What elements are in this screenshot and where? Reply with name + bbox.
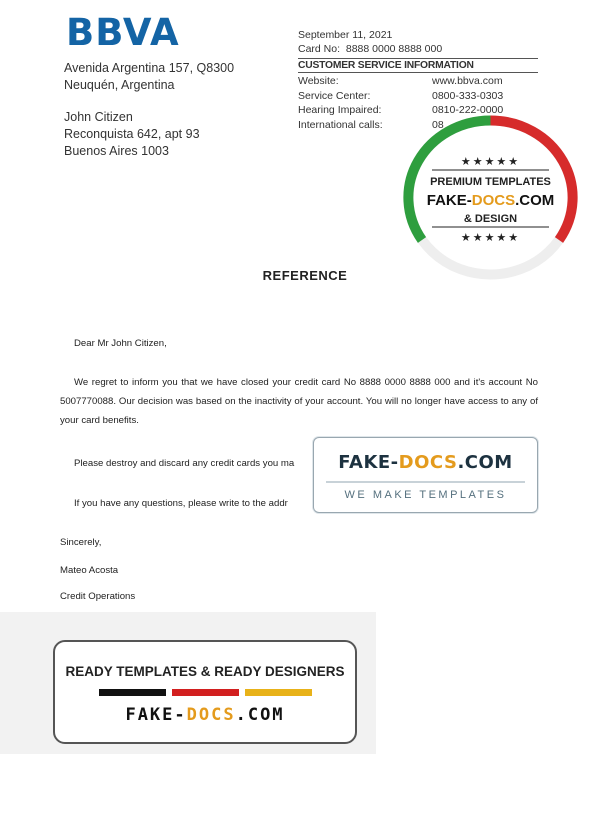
letter-paragraph-2: Please destroy and discard any credit cards you ma [74,458,295,469]
promo-banner [53,640,357,744]
info-value: 0810-222-0000 [432,104,504,116]
stamp-stars-bottom: ★★★★★ [460,232,521,244]
watermark-divider [326,481,525,483]
info-row-service-center [298,89,503,104]
stamp-line-design: & DESIGN [463,213,518,225]
watermark-title-a: FAKE- [338,452,399,473]
watermark-title [314,452,537,473]
letter-paragraph-1: We regret to inform you that we have closed your credit card No 8888 0000 8888 000 and it's account No 5007770088. Our decision was based on the inactivity of your account. You will no longer have access to any of your card benefits. [60,377,538,426]
banner-title: READY TEMPLATES & READY DESIGNERS [65,664,345,679]
banner-brand-c: .COM [235,705,285,725]
salutation: Dear Mr John Citizen, [74,338,167,349]
letter-date: September 11, 2021 [298,29,393,41]
signer-department: Credit Operations [60,591,136,602]
bank-address-line2: Neuquén, Argentina [64,78,175,92]
info-label: Hearing Impaired: [298,104,382,116]
recipient-name: John Citizen [64,110,133,124]
watermark-stamp [402,114,579,281]
info-value: 08 [432,118,444,131]
stamp-brand-b: DOCS [471,192,516,209]
banner-brand-b: DOCS [186,705,236,725]
letter-paragraph-3: If you have any questions, please write to the addr [74,498,288,509]
watermark-box [313,437,538,513]
watermark-title-b: DOCS [398,452,458,473]
stamp-line-premium: PREMIUM TEMPLATES [430,176,551,188]
card-number-value: 8888 0000 8888 000 [345,43,443,55]
stamp-brand-a: FAKE- [426,192,472,209]
info-row-website [298,74,503,89]
stamp-line-brand [402,192,579,209]
info-label: Website: [298,75,339,87]
signer-name: Mateo Acosta [60,565,119,576]
stamp-stars-top: ★★★★★ [460,156,521,168]
info-label: International calls: [298,118,383,131]
info-label: Service Center: [298,89,371,102]
card-number-label: Card No: [298,43,341,55]
letter-title: REFERENCE [262,268,348,283]
customer-service-heading: CUSTOMER SERVICE INFORMATION [298,58,538,73]
watermark-title-c: .COM [457,452,513,473]
info-value: 0800-333-0303 [432,89,504,102]
banner-brand [55,705,355,725]
banner-brand-a: FAKE- [125,705,187,725]
bank-address [64,60,234,94]
bank-address-line1: Avenida Argentina 157, Q8300 [64,61,235,75]
recipient-address [64,109,200,160]
bank-logo: BBVA [66,11,180,54]
watermark-subtitle: WE MAKE TEMPLATES [344,489,507,501]
closing: Sincerely, [60,537,102,548]
recipient-city: Buenos Aires 1003 [64,144,169,158]
flag-stripe-gold [245,689,312,696]
flag-stripe-black [99,689,166,696]
recipient-street: Reconquista 642, apt 93 [64,127,200,141]
card-number-line [298,42,538,56]
flag-stripe-red [172,689,239,696]
info-value: www.bbva.com [432,75,503,87]
stamp-brand-c: .COM [515,192,555,209]
